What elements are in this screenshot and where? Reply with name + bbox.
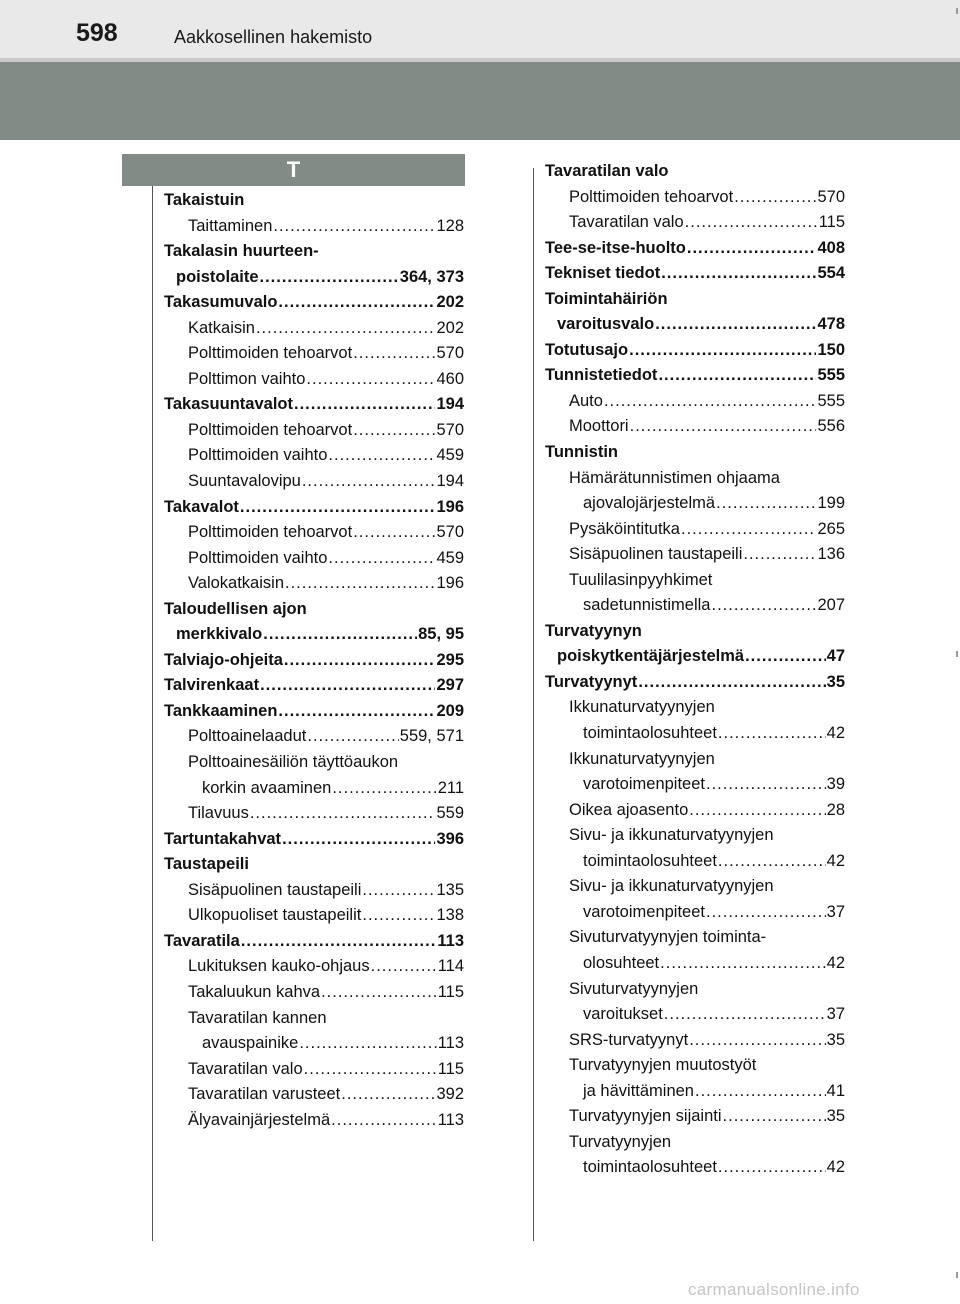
dot-leader: [260, 265, 399, 291]
entry-page-number: 42: [826, 851, 845, 870]
entry-term: Ikkunaturvatyynyjen: [569, 749, 715, 768]
entry-term: Tavaratilan valo: [545, 162, 669, 180]
index-entry: [545, 440, 845, 466]
entry-term: Älyavainjärjestelmä: [188, 1110, 331, 1129]
entry-page-number: 364, 373: [399, 267, 464, 286]
entry-page-number: 196: [436, 574, 464, 593]
index-entry: [545, 823, 845, 849]
dot-leader: [661, 261, 816, 287]
index-entry: [164, 316, 464, 342]
index-entry: [164, 929, 464, 955]
entry-page-number: 265: [817, 519, 845, 538]
entry-term: Takaluukun kahva: [188, 982, 321, 1001]
dot-leader: [353, 341, 435, 367]
watermark: carmanualsonline.info: [688, 1280, 860, 1299]
entry-term: varoitukset: [583, 1005, 663, 1024]
entry-term: SRS-turvatyynyt: [569, 1030, 689, 1049]
page-edge-mark: [956, 8, 958, 14]
index-entry: [545, 414, 845, 440]
entry-page-number: 115: [437, 982, 464, 1001]
entry-page-number: 478: [817, 315, 845, 334]
dot-leader: [604, 389, 817, 415]
entry-term: Takaistuin: [164, 191, 245, 209]
entry-page-number: 459: [436, 548, 464, 567]
header-band: [0, 62, 960, 140]
entry-term: olosuhteet: [583, 953, 660, 972]
entry-page-number: 136: [817, 545, 845, 564]
entry-term: Tavaratilan valo: [188, 1059, 303, 1078]
page-edge-mark: [956, 1272, 958, 1278]
entry-page-number: 555: [817, 391, 845, 410]
entry-term: Tavaratila: [164, 931, 240, 950]
index-entry: [545, 363, 845, 389]
entry-page-number: 194: [436, 472, 464, 491]
index-entry: [545, 747, 845, 773]
entry-page-number: 28: [826, 800, 845, 819]
entry-term: Pysäköintitutka: [569, 519, 680, 538]
dot-leader: [282, 827, 435, 853]
entry-page-number: 42: [826, 1158, 845, 1177]
entry-term: Tunnistin: [545, 443, 619, 462]
index-entry: [164, 443, 464, 469]
entry-term: Turvatyynyn: [545, 621, 642, 640]
dot-leader: [331, 1108, 437, 1134]
entry-term: Polttimoiden vaihto: [188, 548, 328, 567]
entry-page-number: 207: [817, 596, 845, 615]
index-entry: [164, 1108, 464, 1134]
index-entry: [545, 1002, 845, 1028]
entry-term: Tuulilasinpyyhkimet: [569, 570, 713, 589]
index-column-left: [164, 188, 464, 1133]
dot-leader: [328, 546, 435, 572]
entry-term: Suuntavalovipu: [188, 472, 301, 491]
entry-term: Polttoainesäiliön täyttöaukon: [188, 753, 399, 772]
dot-leader: [240, 495, 436, 521]
dot-leader: [250, 801, 436, 827]
index-entry: [545, 772, 845, 798]
entry-term: toimintaolosuhteet: [583, 1158, 717, 1177]
entry-term: Takalasin huurteen-: [164, 242, 319, 261]
entry-term: Oikea ajoasento: [569, 800, 689, 819]
index-entry: [164, 265, 464, 291]
dot-leader: [743, 542, 816, 568]
dot-leader: [263, 622, 417, 648]
entry-term: Tartuntakahvat: [164, 829, 282, 848]
entry-term: toimintaolosuhteet: [583, 724, 717, 743]
index-entry: [545, 1155, 845, 1181]
entry-page-number: 115: [437, 1059, 464, 1078]
entry-term: Lukituksen kauko-ohjaus: [188, 957, 370, 976]
entry-page-number: 559: [436, 804, 464, 823]
index-entry: [164, 622, 464, 648]
entry-page-number: 396: [436, 829, 464, 848]
dot-leader: [685, 210, 818, 236]
entry-term: poistolaite: [176, 267, 259, 286]
page-header: [0, 0, 960, 62]
entry-term: Valokatkaisin: [188, 574, 284, 593]
entry-term: Polttimoiden tehoarvot: [188, 344, 353, 363]
entry-term: Sivuturvatyynyjen toiminta-: [569, 928, 767, 947]
index-entry: [164, 418, 464, 444]
entry-term: Turvatyynyt: [545, 672, 638, 691]
entry-term: Polttimoiden vaihto: [188, 446, 328, 465]
entry-page-number: 554: [817, 264, 845, 283]
entry-term: merkkivalo: [176, 625, 263, 644]
index-entry: [545, 925, 845, 951]
entry-term: Polttimoiden tehoarvot: [188, 420, 353, 439]
entry-term: Tankkaaminen: [164, 701, 278, 720]
index-entry: [545, 1104, 845, 1130]
index-entry: [164, 1006, 464, 1032]
entry-page-number: 297: [436, 676, 464, 695]
index-entry: [164, 878, 464, 904]
entry-term: Sisäpuolinen taustapeili: [188, 880, 362, 899]
entry-page-number: 113: [437, 931, 464, 950]
entry-page-number: 37: [826, 1005, 845, 1024]
entry-term: Toimintahäiriön: [545, 289, 668, 308]
entry-page-number: 85, 95: [418, 625, 464, 644]
entry-page-number: 460: [436, 369, 464, 388]
dot-leader: [734, 185, 816, 211]
index-entry: [545, 798, 845, 824]
entry-term: Tavaratilan kannen: [188, 1008, 327, 1027]
dot-leader: [689, 798, 825, 824]
dot-leader: [353, 418, 435, 444]
entry-page-number: 113: [437, 1110, 464, 1129]
entry-term: Polttimon vaihto: [188, 369, 306, 388]
dot-leader: [638, 670, 825, 696]
dot-leader: [712, 593, 817, 619]
dot-leader: [362, 878, 435, 904]
dot-leader: [629, 338, 816, 364]
entry-term: varoitusvalo: [557, 315, 655, 334]
index-entry: [545, 670, 845, 696]
index-entry: [164, 546, 464, 572]
index-entry: [164, 776, 464, 802]
index-entry: [545, 542, 845, 568]
dot-leader: [371, 954, 437, 980]
dot-leader: [658, 363, 816, 389]
entry-term: sadetunnistimella: [583, 596, 711, 615]
index-entry: [545, 185, 845, 211]
index-entry: [164, 827, 464, 853]
dot-leader: [687, 236, 817, 262]
entry-term: Katkaisin: [188, 318, 255, 337]
entry-page-number: 295: [436, 650, 464, 669]
index-entry: [545, 1130, 845, 1156]
index-entry: [164, 571, 464, 597]
entry-term: Tilavuus: [188, 804, 249, 823]
entry-term: varotoimenpiteet: [583, 902, 705, 921]
entry-term: Taittaminen: [188, 216, 273, 235]
index-entry: [164, 367, 464, 393]
entry-page-number: 42: [826, 953, 845, 972]
dot-leader: [307, 724, 398, 750]
dot-leader: [706, 900, 826, 926]
entry-term: Polttimoiden tehoarvot: [569, 187, 734, 206]
index-entry: [164, 1031, 464, 1057]
entry-page-number: 570: [436, 420, 464, 439]
index-entry: [164, 648, 464, 674]
dot-leader: [284, 648, 436, 674]
dot-leader: [260, 673, 435, 699]
dot-leader: [723, 1104, 826, 1130]
entry-term: Sivu- ja ikkunaturvatyynyjen: [569, 826, 774, 845]
entry-term: toimintaolosuhteet: [583, 851, 717, 870]
entry-page-number: 138: [436, 906, 464, 925]
index-entry: [164, 724, 464, 750]
index-entry: [545, 517, 845, 543]
index-entry: [164, 214, 464, 240]
entry-term: Polttimoiden tehoarvot: [188, 523, 353, 542]
dot-leader: [655, 312, 816, 338]
entry-term: Takasuuntavalot: [164, 395, 293, 414]
index-entry: [545, 977, 845, 1003]
index-entry: [545, 951, 845, 977]
index-entry: [545, 338, 845, 364]
index-entry: [164, 495, 464, 521]
page-edge-mark: [956, 651, 958, 657]
entry-term: Turvatyynyjen sijainti: [569, 1107, 722, 1126]
entry-term: ajovalojärjestelmä: [583, 494, 716, 513]
index-entry: [164, 903, 464, 929]
entry-term: Taustapeili: [164, 855, 249, 874]
entry-page-number: 42: [826, 724, 845, 743]
index-entry: [545, 159, 845, 185]
dot-leader: [304, 1057, 437, 1083]
entry-page-number: 115: [818, 213, 845, 232]
dot-leader: [302, 469, 436, 495]
entry-term: ja hävittäminen: [583, 1081, 694, 1100]
entry-page-number: 37: [826, 902, 845, 921]
entry-page-number: 39: [826, 775, 845, 794]
dot-leader: [278, 290, 435, 316]
entry-page-number: 392: [436, 1085, 464, 1104]
column-divider-left: [152, 186, 153, 1241]
entry-term: Tavaratilan valo: [569, 213, 684, 232]
entry-page-number: 150: [817, 340, 845, 359]
dot-leader: [332, 776, 436, 802]
index-entry: [164, 520, 464, 546]
dot-leader: [362, 903, 435, 929]
dot-leader: [716, 491, 816, 517]
dot-leader: [718, 1155, 826, 1181]
index-entry: [164, 392, 464, 418]
dot-leader: [630, 414, 817, 440]
dot-leader: [294, 392, 435, 418]
entry-page-number: 41: [826, 1081, 845, 1100]
index-entry: [545, 593, 845, 619]
entry-term: Polttoainelaadut: [188, 727, 307, 746]
dot-leader: [241, 929, 437, 955]
dot-leader: [745, 644, 826, 670]
index-entry: [164, 290, 464, 316]
index-entry: [545, 900, 845, 926]
dot-leader: [664, 1002, 826, 1028]
dot-leader: [278, 699, 435, 725]
entry-page-number: 556: [817, 417, 845, 436]
dot-leader: [321, 980, 437, 1006]
entry-page-number: 570: [436, 344, 464, 363]
index-entry: [545, 695, 845, 721]
dot-leader: [328, 443, 435, 469]
entry-term: Takavalot: [164, 497, 239, 516]
index-entry: [164, 673, 464, 699]
index-entry: [164, 980, 464, 1006]
column-divider-middle: [533, 168, 534, 1241]
index-entry: [545, 210, 845, 236]
entry-page-number: 128: [436, 216, 464, 235]
entry-term: Sivuturvatyynyjen: [569, 979, 699, 998]
dot-leader: [353, 520, 435, 546]
entry-page-number: 209: [436, 701, 464, 720]
entry-page-number: 570: [817, 187, 845, 206]
index-entry: [164, 597, 464, 623]
entry-term: varotoimenpiteet: [583, 775, 705, 794]
entry-term: Totutusajo: [545, 340, 629, 359]
index-entry: [545, 874, 845, 900]
dot-leader: [256, 316, 436, 342]
index-entry: [164, 699, 464, 725]
index-entry: [545, 1079, 845, 1105]
dot-leader: [341, 1082, 435, 1108]
entry-term: poiskytkentäjärjestelmä: [557, 647, 745, 666]
index-entry: [545, 619, 845, 645]
page-title: Aakkosellinen hakemisto: [174, 27, 373, 47]
dot-leader: [306, 367, 435, 393]
index-entry: [545, 849, 845, 875]
index-entry: [164, 801, 464, 827]
index-entry: [545, 1053, 845, 1079]
entry-page-number: 35: [826, 1107, 845, 1126]
index-entry: [164, 188, 464, 214]
page-number: 598: [76, 19, 118, 47]
entry-page-number: 35: [826, 1030, 845, 1049]
index-entry: [164, 1057, 464, 1083]
index-entry: [545, 312, 845, 338]
entry-page-number: 202: [436, 318, 464, 337]
dot-leader: [689, 1028, 825, 1054]
entry-term: Moottori: [569, 417, 629, 436]
entry-term: Talviajo-ohjeita: [164, 650, 283, 669]
entry-page-number: 113: [437, 1034, 464, 1053]
entry-page-number: 202: [436, 293, 464, 312]
entry-page-number: 135: [436, 880, 464, 899]
entry-term: Tavaratilan varusteet: [188, 1085, 341, 1104]
entry-page-number: 47: [826, 647, 845, 666]
entry-page-number: 35: [826, 672, 845, 691]
index-entry: [545, 644, 845, 670]
entry-term: Sisäpuolinen taustapeili: [569, 545, 743, 564]
dot-leader: [285, 571, 435, 597]
entry-page-number: 570: [436, 523, 464, 542]
index-entry: [545, 1028, 845, 1054]
entry-page-number: 114: [437, 957, 464, 976]
dot-leader: [660, 951, 825, 977]
entry-term: Tekniset tiedot: [545, 264, 661, 283]
index-entry: [164, 750, 464, 776]
entry-term: Tee-se-itse-huolto: [545, 238, 686, 257]
index-entry: [164, 1082, 464, 1108]
entry-term: Tunnistetiedot: [545, 366, 658, 385]
index-entry: [545, 389, 845, 415]
entry-page-number: 559, 571: [399, 727, 464, 746]
entry-page-number: 211: [437, 778, 464, 797]
entry-term: Sivu- ja ikkunaturvatyynyjen: [569, 877, 774, 896]
dot-leader: [695, 1079, 826, 1105]
index-entry: [545, 236, 845, 262]
entry-term: korkin avaaminen: [202, 778, 332, 797]
entry-page-number: 555: [817, 366, 845, 385]
index-entry: [164, 852, 464, 878]
entry-term: Turvatyynyjen muutostyöt: [569, 1056, 757, 1075]
entry-term: Auto: [569, 391, 603, 410]
index-entry: [164, 341, 464, 367]
entry-term: avauspainike: [202, 1034, 299, 1053]
dot-leader: [299, 1031, 436, 1057]
index-entry: [545, 466, 845, 492]
entry-page-number: 408: [817, 238, 845, 257]
entry-term: Takasumuvalo: [164, 293, 278, 312]
entry-term: Talvirenkaat: [164, 676, 260, 695]
entry-page-number: 196: [436, 497, 464, 516]
index-entry: [545, 287, 845, 313]
entry-page-number: 194: [436, 395, 464, 414]
index-entry: [545, 568, 845, 594]
index-entry: [545, 491, 845, 517]
index-entry: [164, 954, 464, 980]
index-entry: [545, 721, 845, 747]
entry-page-number: 459: [436, 446, 464, 465]
dot-leader: [718, 849, 826, 875]
dot-leader: [706, 772, 826, 798]
dot-leader: [273, 214, 435, 240]
entry-term: Ikkunaturvatyynyjen: [569, 698, 715, 717]
entry-term: Ulkopuoliset taustapeilit: [188, 906, 362, 925]
index-entry: [545, 261, 845, 287]
dot-leader: [718, 721, 826, 747]
entry-term: Turvatyynyjen: [569, 1132, 672, 1151]
index-entry: [164, 469, 464, 495]
section-letter: T: [122, 154, 465, 186]
index-column-right: [545, 159, 845, 1181]
entry-term: Taloudellisen ajon: [164, 599, 307, 618]
index-entry: [164, 239, 464, 265]
entry-term: Hämärätunnistimen ohjaama: [569, 468, 780, 487]
dot-leader: [681, 517, 816, 543]
entry-page-number: 199: [817, 494, 845, 513]
